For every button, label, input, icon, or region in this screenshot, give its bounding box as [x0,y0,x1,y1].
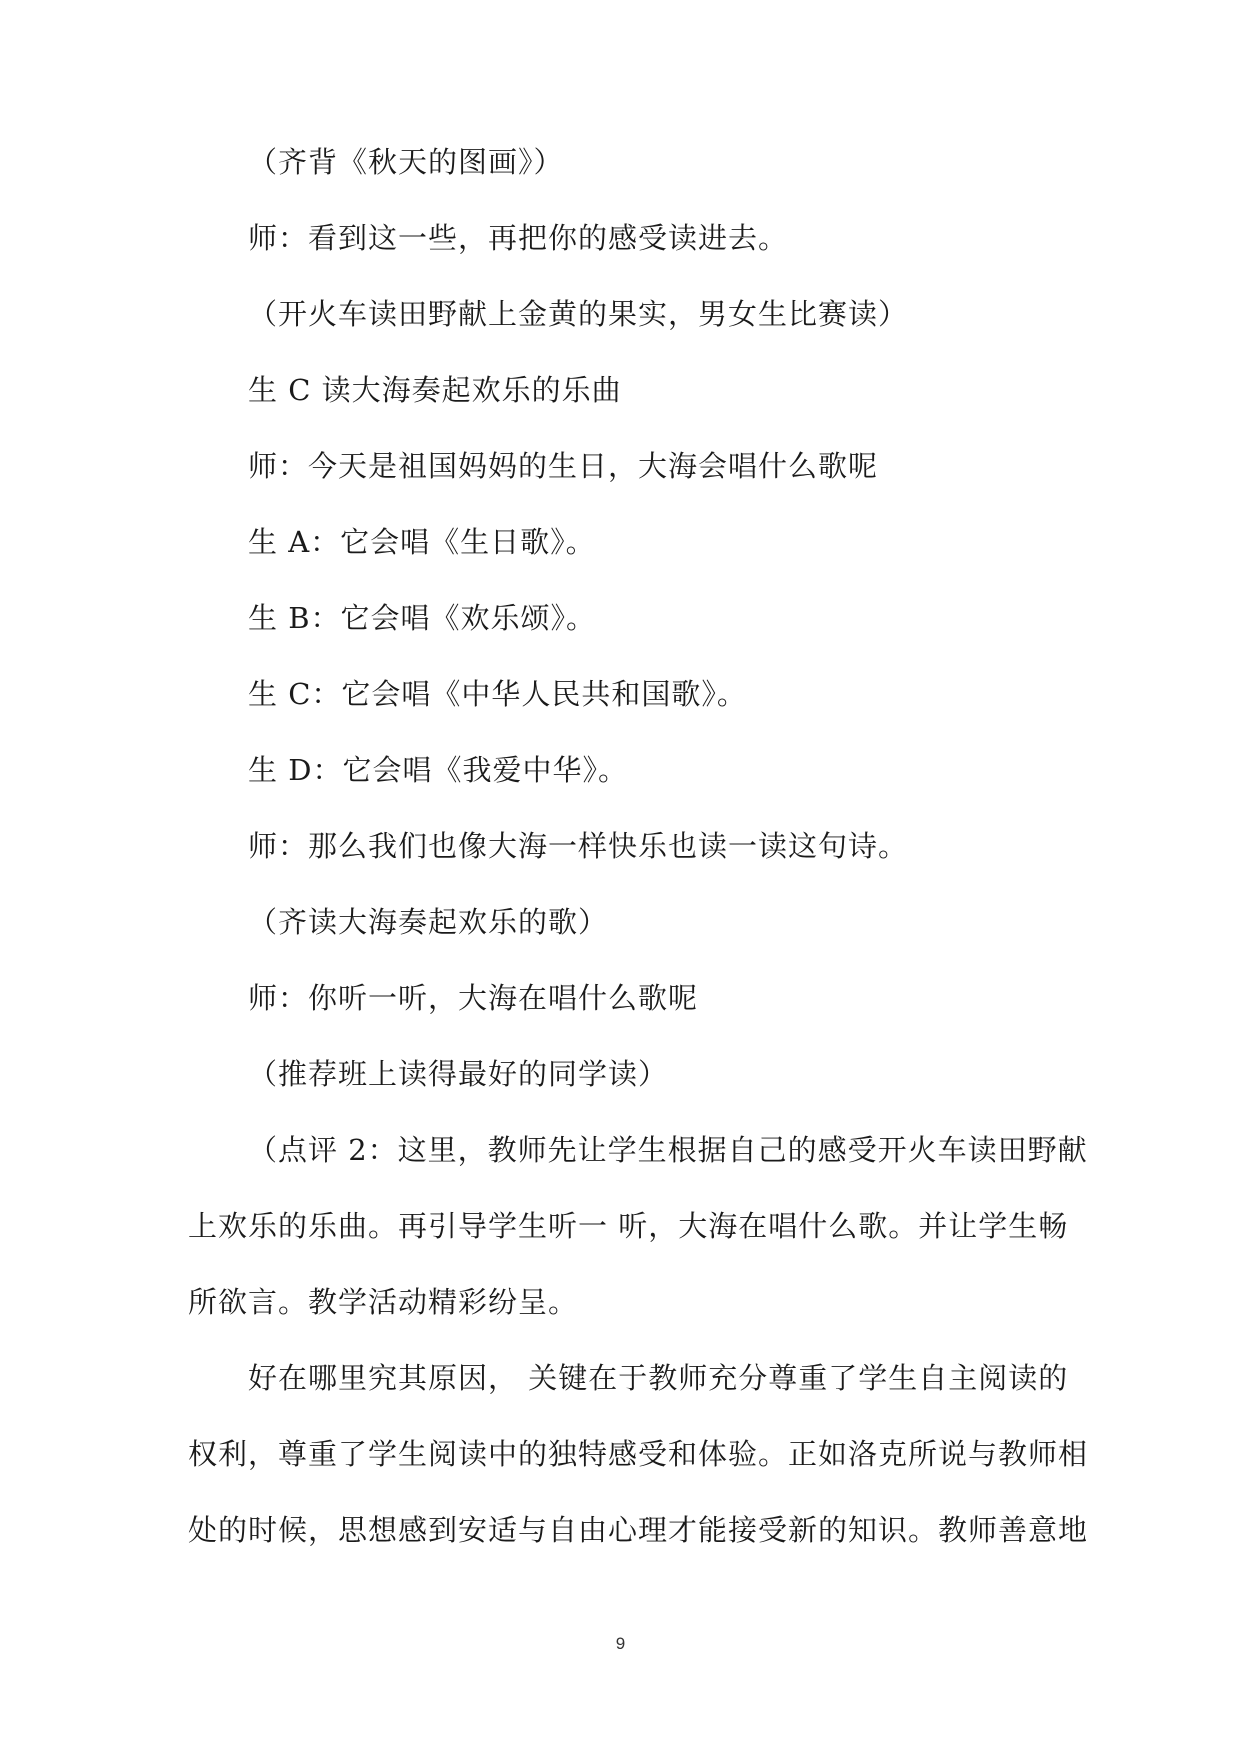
text-line: 生 B：它会唱《欢乐颂》。 [248,601,597,635]
text-line: （点评 2：这里，教师先让学生根据自己的感受开火车读田野献 [248,1133,1088,1167]
text-line: 生 D：它会唱《我爱中华》。 [248,753,628,787]
text-line: 生 C：它会唱《中华人民共和国歌》。 [248,677,747,711]
text-line: 上欢乐的乐曲。再引导学生听一 听，大海在唱什么歌。并让学生畅 [188,1209,1069,1243]
text-line: 师：今天是祖国妈妈的生日，大海会唱什么歌呢 [248,449,879,483]
text-line: 师：你听一听，大海在唱什么歌呢 [248,981,699,1015]
text-line: 所欲言。教学活动精彩纷呈。 [188,1285,579,1319]
text-line: （齐读大海奏起欢乐的歌） [248,905,609,939]
text-line: 好在哪里究其原因， 关键在于教师充分尊重了学生自主阅读的 [248,1361,1069,1395]
text-line: 处的时候，思想感到安适与自由心理才能接受新的知识。教师善意地 [188,1513,1089,1547]
text-line: （齐背《秋天的图画》） [248,145,564,179]
text-line: 权利，尊重了学生阅读中的独特感受和体验。正如洛克所说与教师相 [188,1437,1089,1471]
text-line: 师：那么我们也像大海一样快乐也读一读这句诗。 [248,829,909,863]
text-line: （推荐班上读得最好的同学读） [248,1057,669,1091]
text-line: 师：看到这一些，再把你的感受读进去。 [248,221,789,255]
text-line: （开火车读田野献上金黄的果实，男女生比赛读） [248,297,909,331]
page-number: 9 [615,1634,626,1653]
text-line: 生 A：它会唱《生日歌》。 [248,525,596,559]
text-line: 生 C 读大海奏起欢乐的乐曲 [248,373,622,407]
